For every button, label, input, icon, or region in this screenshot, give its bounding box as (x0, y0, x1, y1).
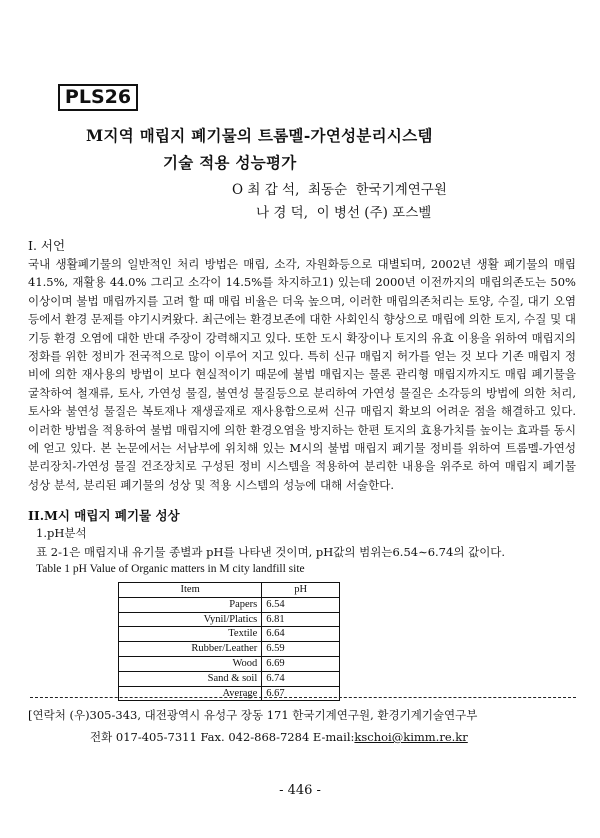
table-header-ph: pH (262, 583, 340, 598)
table-cell-ph: 6.67 (262, 686, 340, 701)
table-caption: Table 1 pH Value of Organic matters in M city landfill site (36, 563, 305, 575)
table-row (119, 612, 340, 627)
table-cell-item: Textile (119, 627, 262, 642)
contact-address: [연락처 (우)305-343, 대전광역시 유성구 장동 171 한국기계연구원, 환경기계기술연구부 (28, 708, 478, 722)
contact-phone-line (90, 729, 468, 745)
table-cell-item: Rubber/Leather (119, 642, 262, 657)
table-cell-ph: 6.64 (262, 627, 340, 642)
table-row (119, 671, 340, 686)
contact-phone-fax: 전화 017-405-7311 Fax. 042-868-7284 E-mail: (90, 730, 355, 744)
title-line-1: M지역 매립지 폐기물의 트롬멜-가연성분리시스템 (86, 126, 433, 145)
paper-code-box: PLS26 (58, 84, 138, 111)
table-row (119, 627, 340, 642)
table-cell-ph: 6.81 (262, 612, 340, 627)
table-cell-item: Vynil/Platics (119, 612, 262, 627)
ph-table (118, 582, 340, 701)
table-row (119, 686, 340, 701)
table-cell-item: Average (119, 686, 262, 701)
ph-range-sentence: 표 2-1은 매립지내 유기물 종별과 pH를 나타낸 것이며, pH값의 범위는6.54∼6.74의 값이다. (36, 545, 506, 559)
subsection-ph-heading: 1.pH분석 (36, 526, 87, 540)
page-number: - 446 - (279, 783, 321, 798)
section-1-paragraph: 국내 생활폐기물의 일반적인 처리 방법은 매립, 소각, 자원화등으로 대별되며, 2002년 생활 폐기물의 매립 41.5%, 재활용 44.0% 그리고 소각이 14.5%를 차지하고1) 있는데 2000년 이전까지의 매립의존도는 50%이상이며 불법 매립까지를 고려 할 때 매립 비율은 더욱 높으며, 이러한 매립의존처리는 토양, 수질, 대기 오염등에서 환경 문제를 야기시켜왔다. 최근에는 환경보존에 대한 사회인식 향상으로 매립에 의한 토지, 수질 및 대기등 환경 오염에 대한 반대 주장이 강력해지고 있다. 또한 도시 확장이나 토지의 유효 이용을 위하여 매립지의 정화를 위한 정비가 전국적으로 많이 이루어 지고 있다. 특히 신규 매립지 허가를 얻는 것 보다 기존 매립지 정비에 의한 재사용의 방법이 보다 현실적이기 때문에 불법 매립지는 물론 관리형 매립지까지도 매립 폐기물을 굴착하여 철재류, 토사, 가연성 물질, 불연성 물질등으로 분리하여 가연성 물질은 소각등의 방법에 의한 처리, 토사와 불연성 물질은 복토재나 재생골재로 재사용함으로써 신규 매립지 확보의 어려운 점을 해결하고 있다. 이러한 방법을 적용하여 불법 매립지에 의한 환경오염을 방지하는 한편 토지의 효용가치를 높이는 효과를 동시에 얻고 있다. 본 논문에서는 서남부에 위치해 있는 M시의 불법 매립지 폐기물 정비를 위하여 트롬멜-가연성 분리장치-가연성 물질 건조장치로 구성된 정비 시스템을 적용하여 분리한 내용을 위주로 하여 매립지 폐기물 성상 분석, 분리된 폐기물의 성상 및 적용 시스템의 성능에 대해 서술한다. (28, 257, 576, 492)
authors-line-1: O 최 갑 석, 최동순 한국기계연구원 (232, 182, 447, 198)
table-cell-item: Sand & soil (119, 671, 262, 686)
table-header-item: Item (119, 583, 262, 598)
section-1-heading: I. 서언 (28, 238, 66, 253)
table-cell-ph: 6.54 (262, 597, 340, 612)
section-1-body (28, 255, 576, 494)
title-line-2: 기술 적용 성능평가 (163, 153, 297, 172)
authors-line-2: 나 경 덕, 이 병선 (주) 포스벨 (256, 205, 432, 221)
section-2-heading: II.M시 매립지 폐기물 성상 (28, 508, 180, 523)
table-row (119, 642, 340, 657)
table-row (119, 597, 340, 612)
footnote-divider (30, 697, 576, 698)
contact-email-link[interactable]: kschoi@kimm.re.kr (354, 730, 468, 744)
table-cell-ph: 6.69 (262, 656, 340, 671)
table-header-row (119, 583, 340, 598)
table-row (119, 656, 340, 671)
table-cell-item: Wood (119, 656, 262, 671)
table-cell-ph: 6.74 (262, 671, 340, 686)
table-cell-ph: 6.59 (262, 642, 340, 657)
table-cell-item: Papers (119, 597, 262, 612)
